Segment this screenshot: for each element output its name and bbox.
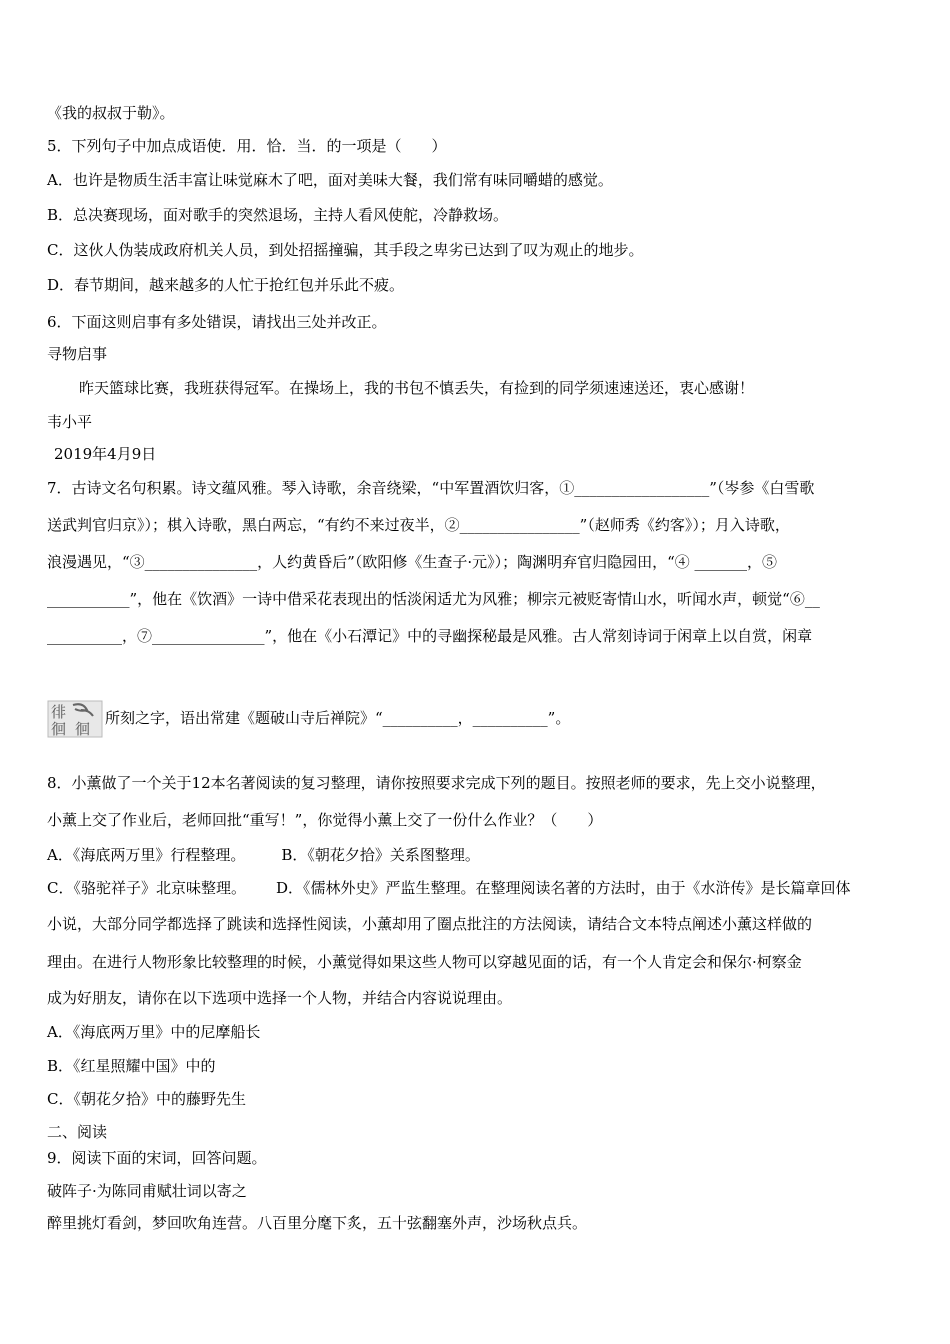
text-line: 所刻之字，语出常建《题破山寺后禅院》“__________，__________”。 [105, 709, 571, 727]
option-a: A．《海底两万里》中的尼摩船长 [47, 1023, 261, 1041]
poem-title: 破阵子·为陈同甫赋壮词以寄之 [47, 1182, 247, 1200]
question-8: 8．小薰做了一个关于12本名著阅读的复习整理，请你按照要求完成下列的题目。按照老师的要求，先上交小说整理， [47, 774, 826, 792]
text-line: 成为好朋友，请你在以下选项中选择一个人物，并结合内容说说理由。 [47, 989, 513, 1007]
option-a: A．《海底两万里》行程整理。 [47, 846, 246, 864]
option-c: C．《骆驼祥子》北京味整理。 [47, 879, 246, 897]
text-line: 小薰上交了作业后，老师回批“重写！”，你觉得小薰上交了一份什么作业？（ ） [47, 811, 603, 829]
text-line: __________，⑦_______________”，他在《小石潭记》中的寻幽探秘最是风雅。古人常刻诗词于闲章上以自赏，闲章 [47, 627, 813, 645]
section-heading: 二、阅读 [47, 1123, 108, 1141]
seal-line [47, 697, 910, 739]
text-line: 送武判官归京》）；棋入诗歌，黑白两忘，“有约不来过夜半，②________________”（赵师秀《约客》）；月入诗歌， [47, 516, 790, 534]
option-c: C．这伙人伪装成政府机关人员，到处招摇撞骗，其手段之卑劣已达到了叹为观止的地步。 [47, 241, 644, 259]
text-line: 《我的叔叔于勒》。 [47, 104, 175, 122]
text-line: 理由。在进行人物形象比较整理的时候，小薰觉得如果这些人物可以穿越见面的话，有一个人肯定会和保尔·柯察金 [47, 953, 802, 971]
poem-line: 醉里挑灯看剑，梦回吹角连营。八百里分麾下炙，五十弦翻塞外声，沙场秋点兵。 [47, 1214, 588, 1232]
option-a: A．也许是物质生活丰富让味觉麻木了吧，面对美味大餐，我们常有味同嚼蜡的感觉。 [47, 171, 613, 189]
svg-text:徊: 徊 [75, 720, 91, 738]
question-6: 6．下面这则启事有多处错误，请找出三处并改正。 [47, 313, 387, 331]
text-line: ___________”，他在《饮酒》一诗中借采花表现出的恬淡闲适尤为风雅；柳宗元被贬寄情山水，听闻水声，顿觉“⑥__ [47, 590, 820, 608]
option-b: B．总决赛现场，面对歌手的突然退场，主持人看风使舵，冷静救场。 [47, 206, 509, 224]
text-line: 小说，大部分同学都选择了跳读和选择性阅读，小薰却用了圈点批注的方法阅读，请结合文本特点阐述小薰这样做的 [47, 915, 813, 933]
notice-title: 寻物启事 [47, 345, 108, 363]
svg-text:徘: 徘 [51, 703, 67, 721]
option-d: D．春节期间，越来越多的人忙于抢红包并乐此不疲。 [47, 276, 405, 294]
svg-text:徊: 徊 [51, 720, 67, 738]
option-b: B．《朝花夕拾》关系图整理。 [281, 846, 480, 864]
question-9: 9．阅读下面的宋词，回答问题。 [47, 1149, 267, 1167]
seal-stamp-icon [47, 700, 103, 738]
notice-date: 2019年4月9日 [54, 445, 157, 463]
notice-signature: 韦小平 [47, 413, 93, 431]
option-c: C．《朝花夕拾》中的藤野先生 [47, 1090, 246, 1108]
option-d: D．《儒林外史》严监生整理。在整理阅读名著的方法时，由于《水浒传》是长篇章回体 [275, 879, 851, 897]
options-cd [47, 878, 910, 898]
notice-body: 昨天篮球比赛，我班获得冠军。在操场上，我的书包不慎丢失，有捡到的同学须速速送还，衷心感谢！ [79, 379, 755, 397]
options-ab [47, 845, 910, 865]
question-7: 7．古诗文名句积累。诗文蕴风雅。琴入诗歌，余音绕梁，“中军置酒饮归客，①__________________”（岑参《白雪歌 [47, 479, 815, 497]
option-b: B．《红星照耀中国》中的 [47, 1057, 216, 1075]
text-line: 浪漫遇见，“③_______________，人约黄昏后”（欧阳修《生查子·元》）；陶渊明弃官归隐园田，“④ _______，⑤ [47, 553, 778, 571]
question-5: 5．下列句子中加点成语使．用．恰．当．的一项是（ ） [47, 137, 447, 155]
